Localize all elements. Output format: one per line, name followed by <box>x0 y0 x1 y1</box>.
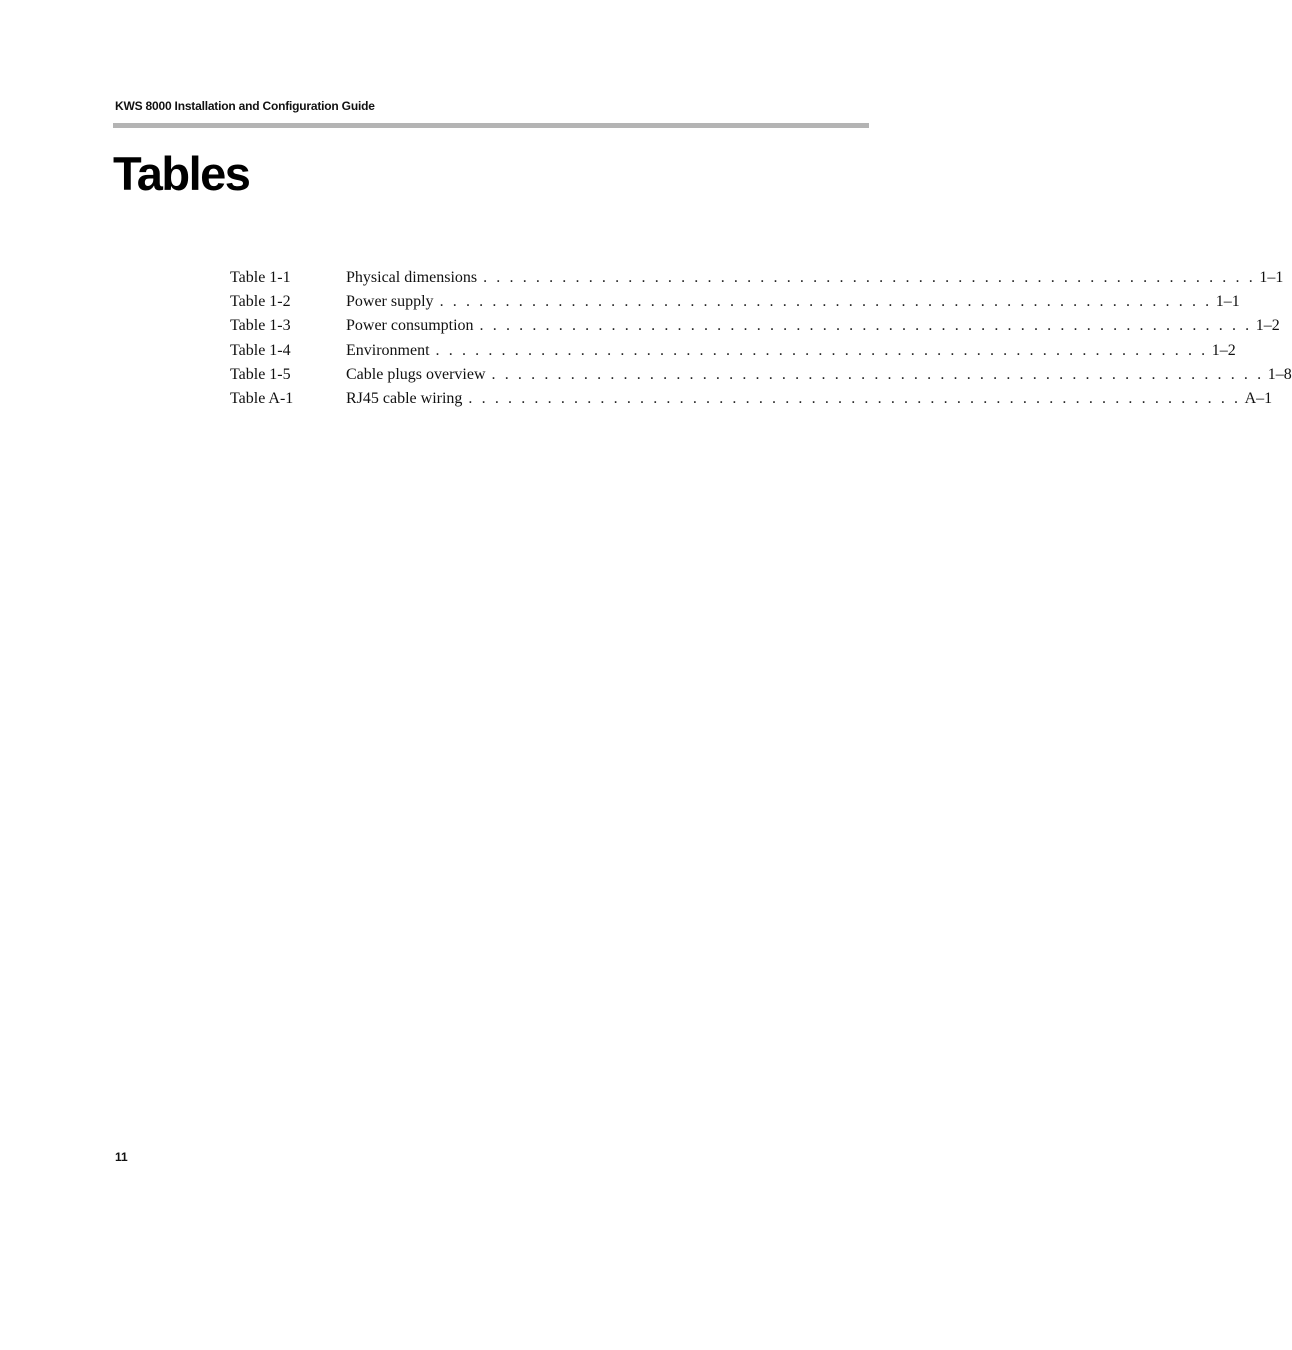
dot-leader: . . . . . . . . . . . . . . . . . . . . . . . . . . . . . . . . . . . . . . . . . . . . . . . . . . . . . . . . . . . <box>468 389 1241 407</box>
toc-entry-page: 1–1 <box>1215 293 1240 311</box>
toc-entry-number: Table 1-1 <box>230 269 291 286</box>
dot-leader: . . . . . . . . . . . . . . . . . . . . . . . . . . . . . . . . . . . . . . . . . . . . . . . . . . . . . . . . . . . <box>435 341 1208 359</box>
header-rule <box>113 123 869 128</box>
toc-entry-number: Table A-1 <box>230 389 294 407</box>
toc-entry-title: Cable plugs overview <box>346 365 486 383</box>
toc-entry-table-1-5[interactable] <box>230 363 1292 387</box>
page-title: Tables <box>113 147 250 200</box>
toc-entry-title: RJ45 cable wiring <box>346 389 463 407</box>
toc-entry-table-1-2[interactable] <box>230 290 1240 314</box>
dot-leader: . . . . . . . . . . . . . . . . . . . . . . . . . . . . . . . . . . . . . . . . . . . . . . . . . . . . . . . . . . . <box>483 269 1256 286</box>
toc-entry-page: 1–2 <box>1211 341 1236 359</box>
toc-entry-number: Table 1-2 <box>230 293 291 311</box>
toc-entry-title: Environment <box>346 341 430 359</box>
toc-entry-title: Power supply <box>346 293 434 311</box>
toc-entry-number: Table 1-3 <box>230 317 291 335</box>
toc-entry-page: 1–1 <box>1259 269 1284 286</box>
dot-leader: . . . . . . . . . . . . . . . . . . . . . . . . . . . . . . . . . . . . . . . . . . . . . . . . . . . . . . . . . . . <box>491 365 1264 383</box>
table-of-tables <box>230 266 1292 411</box>
toc-entry-table-1-1[interactable] <box>230 266 1284 290</box>
toc-entry-title: Power consumption <box>346 317 474 335</box>
toc-entry-page: 1–8 <box>1267 365 1292 383</box>
toc-entry-page: 1–2 <box>1255 317 1280 335</box>
toc-entry-number: Table 1-4 <box>230 341 291 359</box>
dot-leader: . . . . . . . . . . . . . . . . . . . . . . . . . . . . . . . . . . . . . . . . . . . . . . . . . . . . . . . . . . . <box>479 317 1252 335</box>
running-header: KWS 8000 Installation and Configuration Guide <box>115 99 375 113</box>
toc-entry-page: A–1 <box>1244 389 1273 407</box>
toc-entry-table-a-1[interactable] <box>230 387 1273 411</box>
toc-entry-number: Table 1-5 <box>230 365 291 383</box>
toc-entry-table-1-3[interactable] <box>230 314 1280 338</box>
dot-leader: . . . . . . . . . . . . . . . . . . . . . . . . . . . . . . . . . . . . . . . . . . . . . . . . . . . . . . . . . . . <box>439 293 1212 311</box>
toc-entry-title: Physical dimensions <box>346 269 478 286</box>
toc-entry-table-1-4[interactable] <box>230 339 1236 363</box>
page-number: 11 <box>115 1150 128 1164</box>
